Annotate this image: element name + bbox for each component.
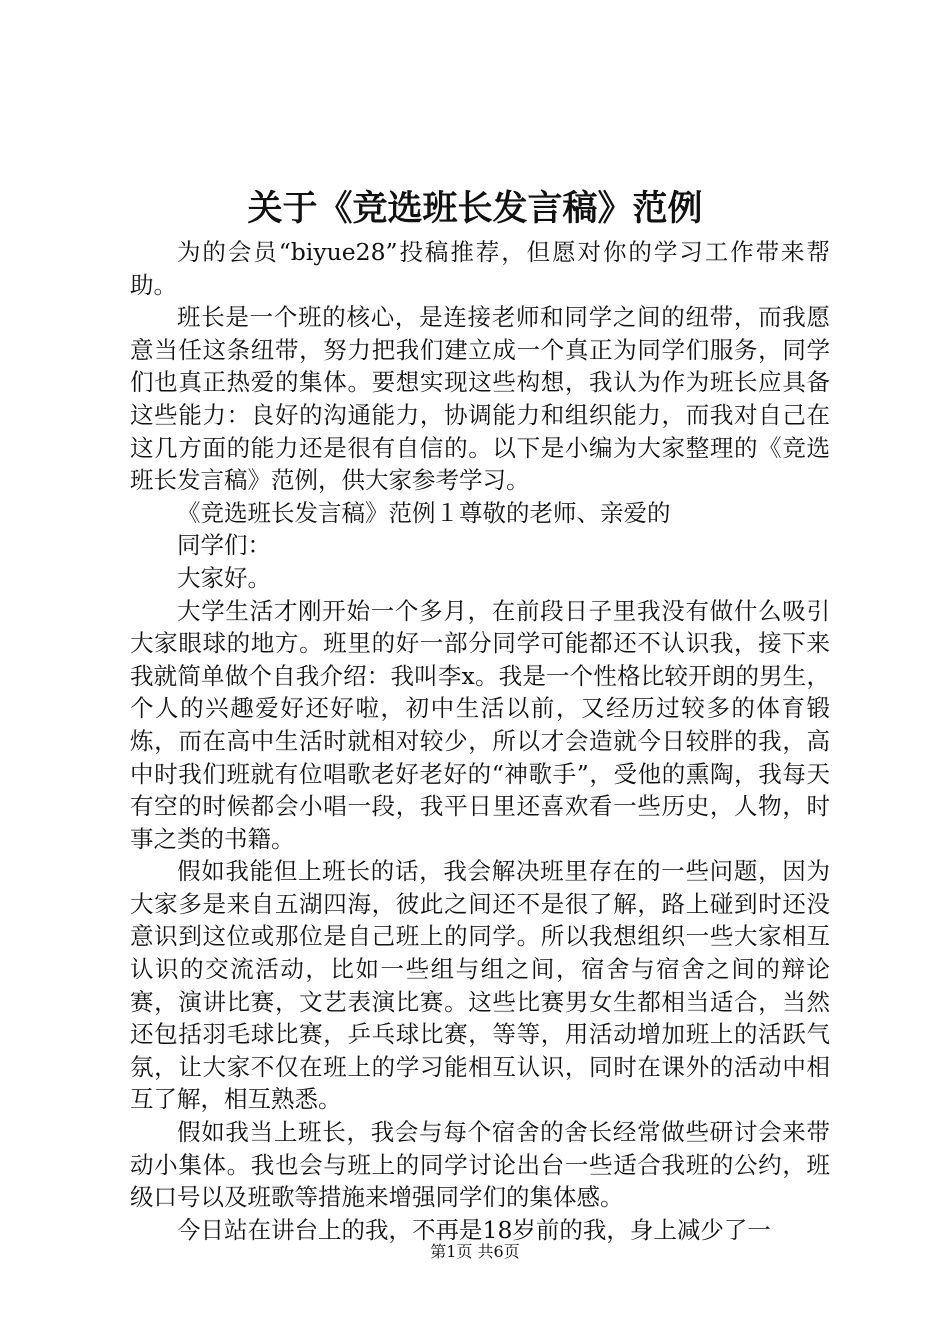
paragraph-closing: 今日站在讲台上的我，不再是18岁前的我，身上减少了一	[177, 1215, 771, 1244]
paragraph-dorm-meetings: 假如我当上班长，我会与每个宿舍的舍长经常做些研讨会来带动小集体。我也会与班上的同学讨论出台一些适合我班的公约，班级口号以及班歌等措施来增强同学们的集体感。	[130, 1118, 830, 1212]
document-body	[130, 236, 830, 1246]
paragraph-intro: 为的会员“biyue28”投稿推荐，但愿对你的学习工作带来帮助。	[130, 238, 830, 299]
page-footer: 第1页 共6页	[430, 1242, 520, 1261]
paragraph-plans: 假如我能但上班长的话，我会解决班里存在的一些问题，因为大家多是来自五湖四海，彼此之间还不是很了解，路上碰到时还没意识到这位或那位是自己班上的同学。所以我想组织一些大家相互认识的交流活动，比如一些组与组之间，宿舍与宿舍之间的辩论赛，演讲比赛，文艺表演比赛。这些比赛男女生都相当适合，当然还包括羽毛球比赛，乒乓球比赛，等等，用活动增加班上的活跃气氛，让大家不仅在班上的学习能相互认识，同时在课外的活动中相互了解，相互熟悉。	[130, 857, 830, 1114]
paragraph-monitor-core: 班长是一个班的核心，是连接老师和同学之间的纽带，而我愿意当任这条纽带，努力把我们建立成一个真正为同学们服务，同学们也真正热爱的集体。要想实现这些构想，我认为作为班长应具备这些能力：良好的沟通能力，协调能力和组织能力，而我对自己在这几方面的能力还是很有自信的。以下是小编为大家整理的《竞选班长发言稿》范例，供大家参考学习。	[130, 303, 830, 495]
paragraph-example-heading: 《竞选班长发言稿》范例１尊敬的老师、亲爱的	[177, 498, 671, 527]
paragraph-self-intro: 大学生活才刚开始一个多月，在前段日子里我没有做什么吸引大家眼球的地方。班里的好一部分同学可能都还不认识我，接下来我就简单做个自我介绍：我叫李x。我是一个性格比较开朗的男生，个人的兴趣爱好还好啦，初中生活以前，又经历过较多的体育锻炼，而在高中生活时就相对较少，所以才会造就今日较胖的我，高中时我们班就有位唱歌老好老好的“神歌手”，受他的熏陶，我每天有空的时候都会小唱一段，我平日里还喜欢看一些历史，人物，时事之类的书籍。	[130, 596, 830, 853]
document-title: 关于《竞选班长发言稿》范例	[247, 188, 703, 229]
paragraph-greeting: 大家好。	[177, 563, 271, 592]
paragraph-salutation: 同学们：	[177, 531, 271, 560]
